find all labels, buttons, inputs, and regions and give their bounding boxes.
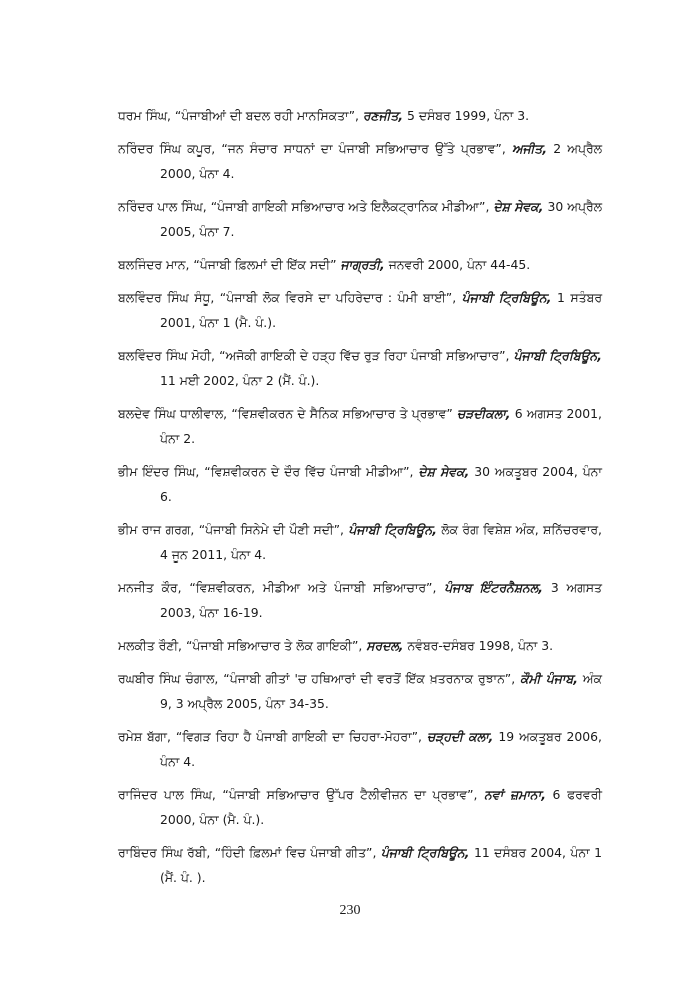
entry-author: ਰਾਬਿੰਦਰ ਸਿੰਘ ਰੱਬੀ, [118,845,215,860]
entry-title: “ਅਜੋਕੀ ਗਾਇਕੀ ਦੇ ਹੜ੍ਹ ਵਿੱਚ ਰੁੜ ਰਿਹਾ ਪੰਜਾਬੀ ਸਭਿਆਚਾਰ”, [219,348,514,363]
entry-details: 5 ਦਸੰਬਰ 1999, ਪੰਨਾ 3. [403,108,530,123]
entry-author: ਬਲਦੇਵ ਸਿੰਘ ਧਾਲੀਵਾਲ, [118,406,232,421]
entry-title: “ਵਿਸ਼ਵੀਕਰਨ, ਮੀਡੀਆ ਅਤੇ ਪੰਜਾਬੀ ਸਭਿਆਚਾਰ”, [189,580,445,595]
entry-source: ਰਣਜੀਤ, [362,108,404,123]
bibliography-entry [118,401,602,451]
entry-source: ਪੰਜਾਬੀ ਟ੍ਰਿਬਿਊਨ, [513,348,602,363]
entry-title: “ਪੰਜਾਬੀ ਲੋਕ ਵਿਰਸੇ ਦਾ ਪਹਿਰੇਦਾਰ : ਪੰਮੀ ਬਾਈ”, [219,290,462,305]
bibliography-entry [118,575,602,625]
entry-title: “ਹਿੰਦੀ ਫ਼ਿਲਮਾਂ ਵਿਚ ਪੰਜਾਬੀ ਗੀਤ”, [214,845,381,860]
bibliography-entry [118,136,602,186]
entry-source: ਚੜਦੀਕਲਾ, [457,406,511,421]
bibliography-entry [118,782,602,832]
entry-source: ਪੰਜਾਬ ਇੰਟਰਨੈਸ਼ਨਲ, [444,580,543,595]
entry-details: ਲੋਕ ਰੰਗ ਵਿਸ਼ੇਸ਼ ਅੰਕ, ਸ਼ਨਿੱਚਰਵਾਰ, 4 ਜੂਨ 2011, ਪੰਨਾ 4. [160,522,602,562]
entry-title: “ਪੰਜਾਬੀ ਸਭਿਆਚਾਰ ਉੱਪਰ ਟੈਲੀਵੀਜ਼ਨ ਦਾ ਪ੍ਰਭਾਵ”, [222,787,485,802]
bibliography-entry [118,459,602,509]
entry-source: ਅਜੀਤ, [511,141,548,156]
entry-title: “ਪੰਜਾਬੀ ਸਿਨੇਮੇ ਦੀ ਪੌਣੀ ਸਦੀ”, [198,522,349,537]
bibliography-entry [118,343,602,393]
entry-author: ਨਰਿੰਦਰ ਪਾਲ ਸਿੰਘ, [118,199,211,214]
entry-details: 1 ਸਤੰਬਰ 2001, ਪੰਨਾ 1 (ਮੈ. ਪੰ.). [160,290,602,330]
entry-details: 30 ਅਕਤੂਬਰ 2004, ਪੰਨਾ 6. [160,464,602,504]
bibliography-entry [118,194,602,244]
entry-source: ਨਵਾਂ ਜ਼ਮਾਨਾ, [484,787,546,802]
entry-author: ਬਲਜਿੰਦਰ ਮਾਨ, [118,257,194,272]
entry-details: ਨਵੰਬਰ-ਦਸੰਬਰ 1998, ਪੰਨਾ 3. [403,638,554,653]
page-number: 230 [339,903,361,918]
entry-title: “ਪੰਜਾਬੀ ਸਭਿਆਚਾਰ ਤੇ ਲੋਕ ਗਾਇਕੀ”, [185,638,367,653]
entry-details: 6 ਫਰਵਰੀ 2000, ਪੰਨਾ (ਮੈ. ਪੰ.). [160,787,603,827]
entry-source: ਪੰਜਾਬੀ ਟ੍ਰਿਬਿਊਨ, [380,845,470,860]
bibliography-entry [118,517,602,567]
bibliography-entry [118,285,602,335]
entry-title: “ਵਿਸ਼ਵੀਕਰਨ ਦੇ ਦੌਰ ਵਿੱਚ ਪੰਜਾਬੀ ਮੀਡੀਆ”, [204,464,419,479]
entry-author: ਨਰਿੰਦਰ ਸਿੰਘ ਕਪੂਰ, [118,141,222,156]
entry-title: “ਵਿਗੜ ਰਿਹਾ ਹੈ ਪੰਜਾਬੀ ਗਾਇਕੀ ਦਾ ਚਿਹਰਾ-ਮੋਹਰਾ”, [175,729,427,744]
bibliography-entry [118,252,602,277]
entry-details: 6 ਅਗਸਤ 2001, ਪੰਨਾ 2. [160,406,602,446]
bibliography-entry [118,840,602,890]
entry-title: “ਵਿਸ਼ਵੀਕਰਨ ਦੇ ਸੈਨਿਕ ਸਭਿਆਚਾਰ ਤੇ ਪ੍ਰਭਾਵ” [231,406,457,421]
entry-author: ਧਰਮ ਸਿੰਘ, [118,108,175,123]
entry-author: ਭੀਮ ਇੰਦਰ ਸਿੰਘ, [118,464,205,479]
entry-title: “ਪੰਜਾਬੀ ਗੀਤਾਂ 'ਚ ਹਥਿਆਰਾਂ ਦੀ ਵਰਤੋਂ ਇੱਕ ਖ਼ਤਰਨਾਕ ਰੁਝਾਨ”, [223,671,521,686]
entry-details: 30 ਅਪ੍ਰੈਲ 2005, ਪੰਨਾ 7. [160,199,602,239]
entry-source: ਸਰਦਲ, [366,638,404,653]
bibliography-entry [118,633,602,658]
entry-title: “ਜਨ ਸੰਚਾਰ ਸਾਧਨਾਂ ਦਾ ਪੰਜਾਬੀ ਸਭਿਆਚਾਰ ਉੱਤੇ ਪ੍ਰਭਾਵ”, [221,141,512,156]
entry-author: ਮਨਜੀਤ ਕੌਰ, [118,580,190,595]
bibliography-list [118,103,602,898]
entry-title: “ਪੰਜਾਬੀ ਗਾਇਕੀ ਸਭਿਆਚਾਰ ਅਤੇ ਇਲੈਕਟ੍ਰਾਨਿਕ ਮੀਡੀਆ”, [210,199,494,214]
entry-author: ਬਲਵਿੰਦਰ ਸਿੰਘ ਮੋਹੀ, [118,348,220,363]
entry-details: 19 ਅਕਤੂਬਰ 2006, ਪੰਨਾ 4. [160,729,602,769]
entry-source: ਕੌਮੀ ਪੰਜਾਬ, [520,671,578,686]
bibliography-entry [118,666,602,716]
bibliography-entry [118,103,602,128]
entry-author: ਰਘਬੀਰ ਸਿੰਘ ਚੰਗਾਲ, [118,671,224,686]
entry-source: ਪੰਜਾਬੀ ਟ੍ਰਿਬਿਊਨ, [461,290,552,305]
entry-details: 3 ਅਗਸਤ 2003, ਪੰਨਾ 16-19. [160,580,602,620]
entry-author: ਰਮੇਸ਼ ਬੱਗਾ, [118,729,176,744]
entry-title: “ਪੰਜਾਬੀ ਫ਼ਿਲਮਾਂ ਦੀ ਇੱਕ ਸਦੀ” [193,257,341,272]
bibliography-entry [118,724,602,774]
entry-author: ਰਾਜਿੰਦਰ ਪਾਲ ਸਿੰਘ, [118,787,223,802]
entry-details: 11 ਦਸੰਬਰ 2004, ਪੰਨਾ 1 (ਮੈਂ. ਪੰ. ). [160,845,602,885]
entry-title: “ਪੰਜਾਬੀਆਂ ਦੀ ਬਦਲ ਰਹੀ ਮਾਨਸਿਕਤਾ”, [174,108,363,123]
entry-author: ਭੀਮ ਰਾਜ ਗਰਗ, [118,522,199,537]
entry-details: 2 ਅਪ੍ਰੈਲ 2000, ਪੰਨਾ 4. [160,141,603,181]
entry-source: ਪੰਜਾਬੀ ਟ੍ਰਿਬਿਊਨ, [348,522,437,537]
entry-source: ਚੜ੍ਹਦੀ ਕਲਾ, [426,729,494,744]
entry-source: ਜਾਗ੍ਰਤੀ, [340,257,385,272]
entry-author: ਮਲਕੀਤ ਰੌਣੀ, [118,638,186,653]
entry-details: ਜਨਵਰੀ 2000, ਪੰਨਾ 44-45. [384,257,531,272]
entry-source: ਦੇਸ਼ ਸੇਵਕ, [418,464,470,479]
entry-details: ਅੰਕ 9, 3 ਅਪ੍ਰੈਲ 2005, ਪੰਨਾ 34-35. [160,671,603,711]
entry-source: ਦੇਸ਼ ਸੇਵਕ, [493,199,544,214]
entry-author: ਬਲਵਿੰਦਰ ਸਿੰਘ ਸੰਧੂ, [118,290,220,305]
entry-details: 11 ਮਈ 2002, ਪੰਨਾ 2 (ਮੈਂ. ਪੰ.). [160,373,320,388]
